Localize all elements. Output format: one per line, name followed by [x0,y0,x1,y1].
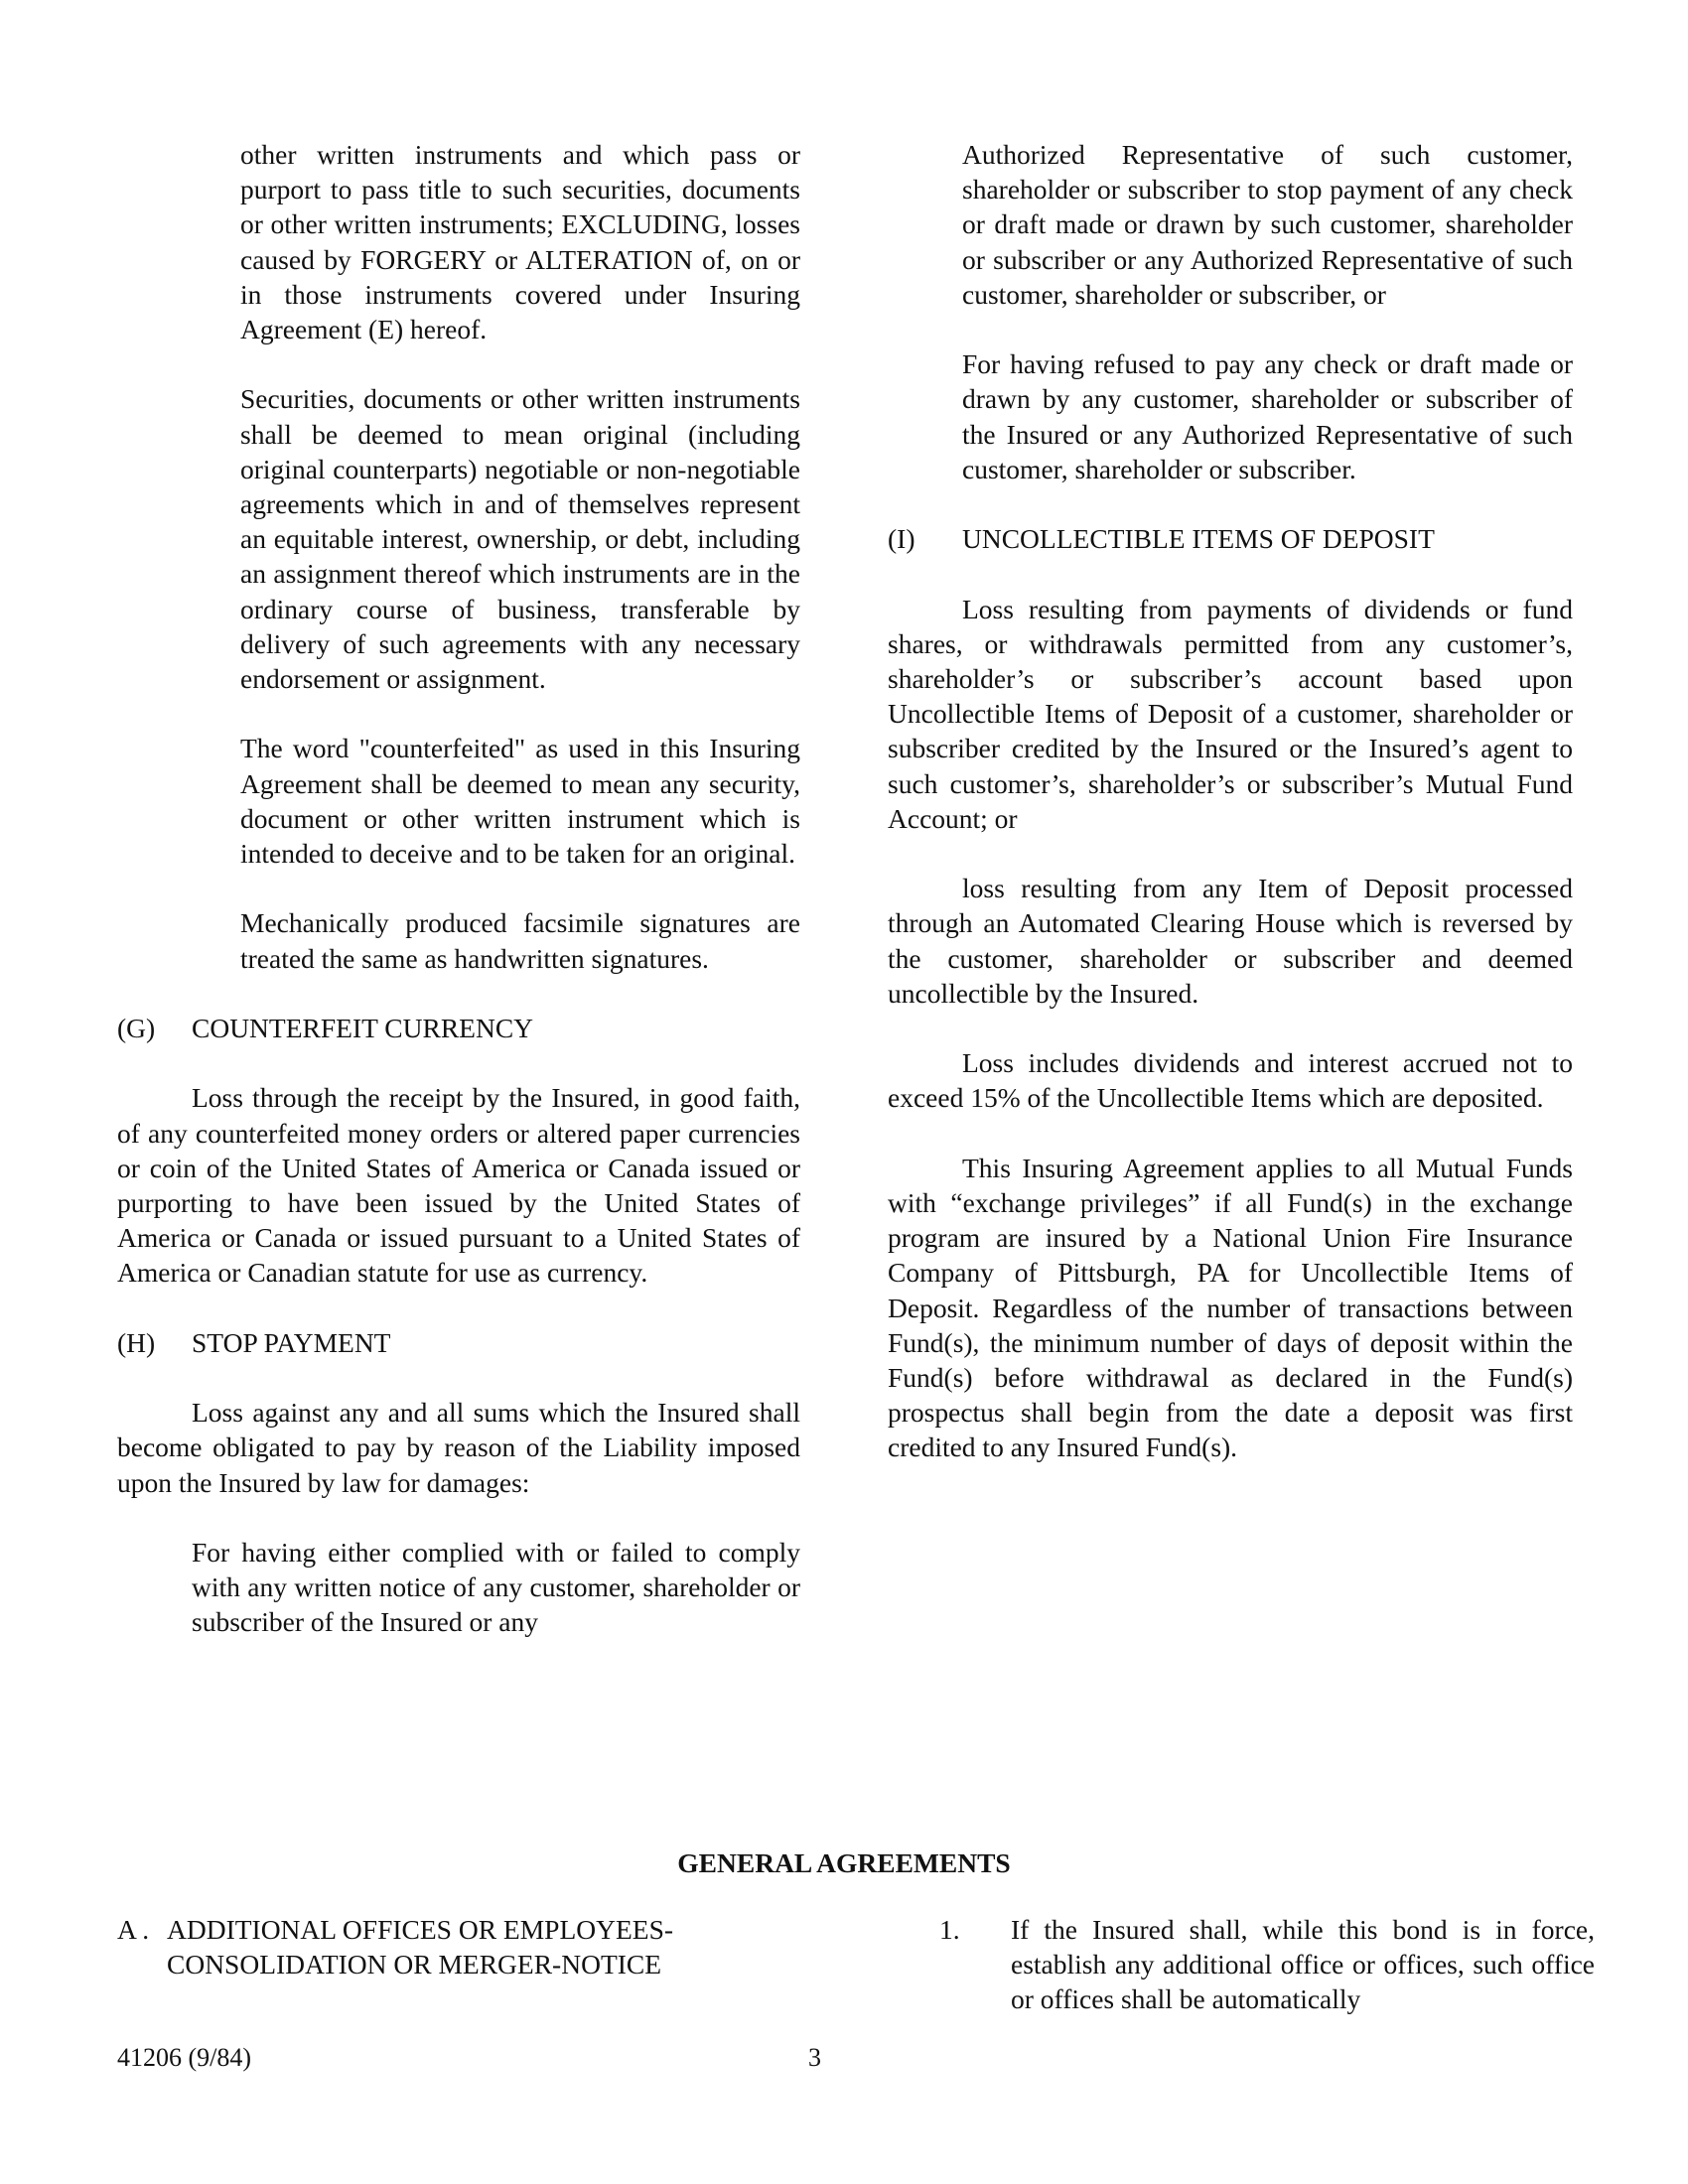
general-agreement-item-1 [939,1912,1595,2017]
agreement-title-line: ADDITIONAL OFFICES OR EMPLOYEES- [167,1914,674,1945]
agreement-title-line: CONSOLIDATION OR MERGER-NOTICE [167,1949,662,1980]
section-number: (I) [888,523,915,555]
section-title: COUNTERFEIT CURRENCY [192,1013,534,1044]
section-number: (H) [117,1326,156,1358]
general-agreement-a-heading [117,1912,753,1981]
paragraph: Securities, documents or other written instruments shall be deemed to mean original (including original counterparts) negotiable or non-negotiable agreements which in and of themselves represent an equitable interest, ownership, or debt, including an assignment thereof which instruments are in the ordinary course of business, transferable by delivery of such agreements with any necessary endorsement or assignment. [240,383,800,695]
form-code: 41206 (9/84) [117,2043,252,2072]
paragraph: The word "counterfeited" as used in this Insuring Agreement shall be deemed to mean any security, document or other written instrument which is intended to deceive and to be taken for an original. [240,733,800,870]
paragraph: Loss through the receipt by the Insured, in good faith, of any counterfeited money orders or altered paper currencies or coin of the United States of America or Canada issued or purporting to have been issued by the United States of America or Canada or issued pursuant to a United States of America or Canadian statute for use as currency. [117,1082,800,1289]
paragraph: For having refused to pay any check or draft made or drawn by any customer, shareholder or subscriber of the Insured or any Authorized Representative of such customer, shareholder or subscriber. [962,348,1573,484]
paragraph: Loss includes dividends and interest accrued not to exceed 15% of the Uncollectible Items which are deposited. [888,1047,1573,1114]
paragraph: For having either complied with or failed to comply with any written notice of any customer, shareholder or subscriber of the Insured or any [192,1537,800,1638]
paragraph: loss resulting from any Item of Deposit processed through an Automated Clearing House which is reversed by the customer, shareholder or subscriber and deemed uncollectible by the Insured. [888,873,1573,1009]
paragraph: Loss resulting from payments of dividends or fund shares, or withdrawals permitted from any customer’s, shareholder’s or subscriber’s account based upon Uncollectible Items of Deposit of a customer, shareholder or subscriber credited by the Insured or the Insured’s agent to such customer’s, shareholder’s or subscriber’s Mutual Fund Account; or [888,593,1573,834]
paragraph: other written instruments and which pass or purport to pass title to such securities, documents or other written instruments; EXCLUDING, losses caused by FORGERY or ALTERATION of, on or in those instruments covered under Insuring Agreement (E) hereof. [240,139,800,345]
paragraph: Mechanically produced facsimile signatures are treated the same as handwritten signatures. [240,907,800,974]
agreement-letter: A . [117,1914,150,1945]
page-number: 3 [808,2043,821,2072]
general-agreements-title: GENERAL AGREEMENTS [677,1847,1011,1878]
section-heading-g [117,1011,800,1045]
section-heading-i [888,521,1573,556]
section-number: (G) [117,1013,156,1044]
section-title: STOP PAYMENT [192,1326,391,1358]
right-column [888,137,1573,1500]
section-title: UNCOLLECTIBLE ITEMS OF DEPOSIT [962,523,1435,555]
paragraph: This Insuring Agreement applies to all Mutual Funds with “exchange privileges” if all Fund(s) in the exchange program are insured by a National Union Fire Insurance Company of Pittsburgh, PA for Uncollectible Items of Deposit. Regardless of the number of transactions between Fund(s), the minimum number of days of deposit within the Fund(s) before withdrawal as declared in the Fund(s) prospectus shall begin from the date a deposit was first credited to any Insured Fund(s). [888,1152,1573,1463]
paragraph: Loss against any and all sums which the Insured shall become obligated to pay by reason of the Liability imposed upon the Insured by law for damages: [117,1397,800,1498]
left-column [117,137,800,1675]
item-text: If the Insured shall, while this bond is in force, establish any additional office or offices, such office or offices shall be automatically [1011,1914,1595,2015]
item-number: 1. [939,1914,960,1945]
paragraph: Authorized Representative of such customer, shareholder or subscriber to stop payment of any check or draft made or drawn by such customer, shareholder or subscriber or any Authorized Representative of such customer, shareholder or subscriber, or [962,139,1573,310]
section-heading-h [117,1325,800,1360]
